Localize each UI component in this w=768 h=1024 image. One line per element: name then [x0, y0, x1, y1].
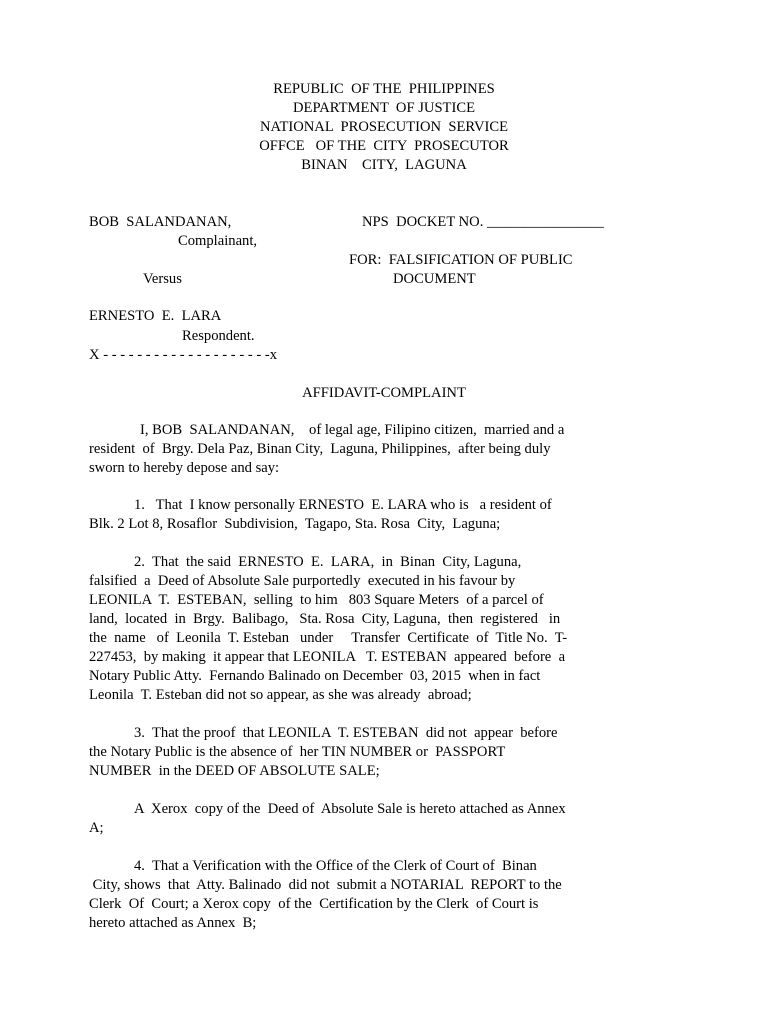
annex-a-line: A; [89, 820, 104, 836]
respondent-role: Respondent. [182, 328, 255, 344]
para2-line: the name of Leonila T. Esteban under Transfer Certificate of Title No. T- [89, 630, 568, 646]
docket-number: NPS DOCKET NO. ________________ [362, 214, 604, 230]
intro-line: I, BOB SALANDANAN, of legal age, Filipino citizen, married and a [140, 422, 565, 438]
para1-line: Blk. 2 Lot 8, Rosaflor Subdivision, Tagapo, Sta. Rosa City, Laguna; [89, 516, 501, 532]
para4-line: Clerk Of Court; a Xerox copy of the Certification by the Clerk of Court is [89, 896, 539, 912]
para2-line: Leonila T. Esteban did not so appear, as she was already abroad; [89, 687, 472, 703]
para2-line: 2. That the said ERNESTO E. LARA, in Binan City, Laguna, [134, 554, 522, 570]
para3-line: NUMBER in the DEED OF ABSOLUTE SALE; [89, 763, 380, 779]
para3-line: the Notary Public is the absence of her TIN NUMBER or PASSPORT [89, 744, 506, 760]
complainant-name: BOB SALANDANAN, [89, 214, 232, 230]
para2-line: 227453, by making it appear that LEONILA T. ESTEBAN appeared before a [89, 649, 566, 665]
complainant-role: Complainant, [178, 233, 258, 249]
offense-line-2: DOCUMENT [393, 271, 476, 287]
para3-line: 3. That the proof that LEONILA T. ESTEBAN did not appear before [134, 725, 558, 741]
para2-line: falsified a Deed of Absolute Sale purportedly executed in his favour by [89, 573, 516, 589]
respondent-name: ERNESTO E. LARA [89, 308, 222, 324]
caption-separator: X - - - - - - - - - - - - - - - - - - - -x [89, 347, 278, 363]
para2-line: Notary Public Atty. Fernando Balinado on December 03, 2015 when in fact [89, 668, 541, 684]
header-department: DEPARTMENT OF JUSTICE [293, 100, 475, 116]
header-service: NATIONAL PROSECUTION SERVICE [259, 119, 508, 135]
document-title: AFFIDAVIT-COMPLAINT [302, 385, 466, 401]
header-office: OFFCE OF THE CITY PROSECUTOR [259, 138, 509, 154]
versus-label: Versus [143, 271, 182, 287]
para2-line: land, located in Brgy. Balibago, Sta. Rosa City, Laguna, then registered in [89, 611, 561, 627]
annex-a-line: A Xerox copy of the Deed of Absolute Sale is hereto attached as Annex [134, 801, 566, 817]
para4-line: hereto attached as Annex B; [89, 915, 257, 931]
para1-line: 1. That I know personally ERNESTO E. LARA who is a resident of [134, 497, 552, 513]
intro-line: sworn to hereby depose and say: [89, 460, 280, 476]
offense-line-1: FOR: FALSIFICATION OF PUBLIC [349, 252, 573, 268]
para2-line: LEONILA T. ESTEBAN, selling to him 803 Square Meters of a parcel of [89, 592, 544, 608]
header-city: BINAN CITY, LAGUNA [301, 157, 467, 173]
para4-line: City, shows that Atty. Balinado did not submit a NOTARIAL REPORT to the [89, 877, 562, 893]
header-republic: REPUBLIC OF THE PHILIPPINES [273, 81, 495, 97]
intro-line: resident of Brgy. Dela Paz, Binan City, Laguna, Philippines, after being duly [89, 441, 551, 457]
para4-line: 4. That a Verification with the Office of the Clerk of Court of Binan [134, 858, 537, 874]
